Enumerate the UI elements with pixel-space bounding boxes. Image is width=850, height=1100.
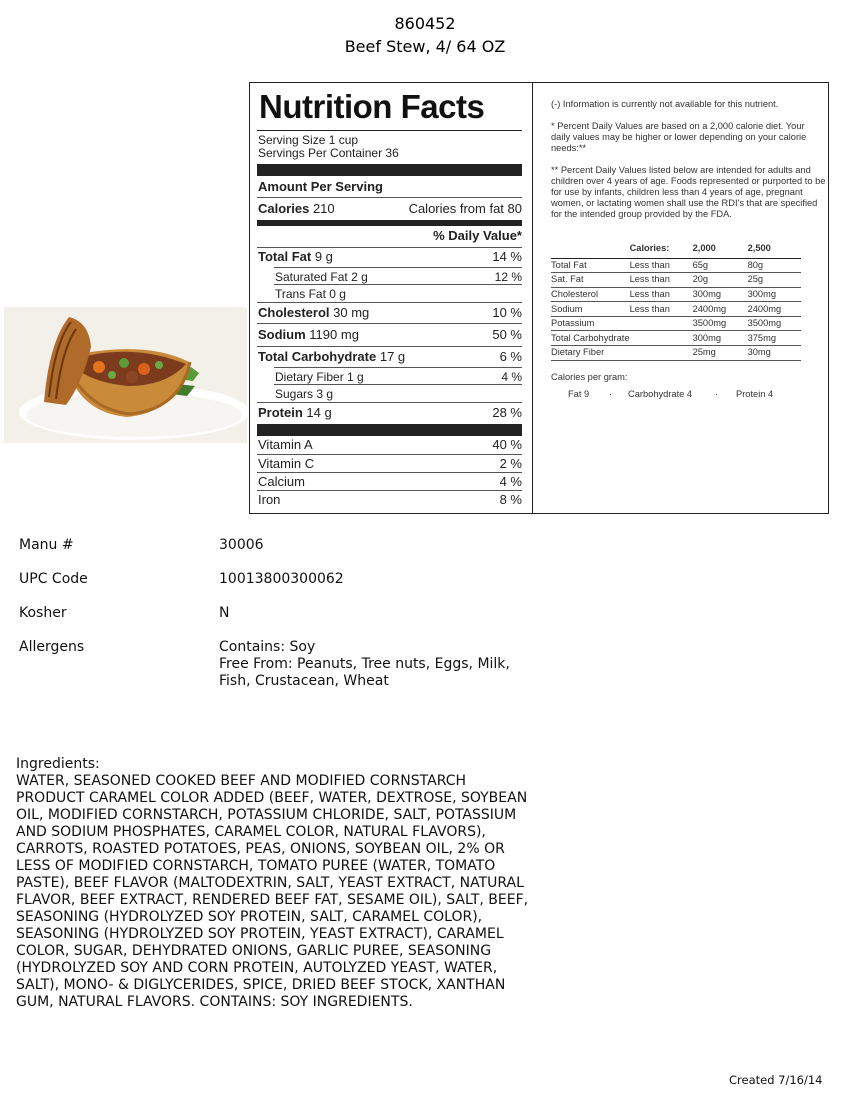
table-header: 2,000 [693, 240, 748, 258]
nutrient-row: Sodium 1190 mg 50 % [258, 327, 522, 342]
allergens-contains: Contains: Soy [219, 639, 316, 655]
cpg-carbohydrate: Carbohydrate 4 [628, 389, 693, 399]
info-label-kosher: Kosher [19, 605, 67, 621]
table-row: Cholesterol Less than 300mg 300mg [551, 287, 801, 302]
info-label-allergens: Allergens [19, 639, 85, 655]
info-label-manu: Manu # [19, 537, 74, 553]
product-code: 860452 [394, 14, 456, 33]
daily-value-header: % Daily Value* [433, 228, 522, 243]
nutrient-row: Protein 14 g 28 % [258, 405, 522, 420]
nutrient-row: Dietary Fiber 1 g 4 % [275, 370, 522, 384]
allergens-free-from-cont: Fish, Crustacean, Wheat [219, 673, 389, 689]
thick-rule [257, 424, 522, 436]
table-row: Dietary Fiber 25mg 30mg [551, 346, 801, 361]
thick-rule [257, 164, 522, 176]
ingredients-text: WATER, SEASONED COOKED BEEF AND MODIFIED CORNSTARCH PRODUCT CARAMEL COLOR ADDED (BEEF, WATER, DEXTROSE, SOYBEAN OIL, MODIFIED CORNSTARCH, POTASSIUM CHLORIDE, SALT, POTASSIUM AND SODIUM PHOSPHATES, CARAMEL COLOR, NATURAL FLAVORS), CARROTS, ROASTED POTATOES, PEAS, ONIONS, SOYBEAN OIL, 2% OR LESS OF MODIFIED CORNSTARCH, TOMATO PUREE (WATER, TOMATO PASTE), BEEF FLAVOR (MALTODEXTRIN, SALT, YEAST EXTRACT, NATURAL FLAVOR, BEEF EXTRACT, RENDERED BEEF FAT, SESAME OIL), SALT, BEEF, SEASONING (HYDROLYZED SOY PROTEIN, SALT, CARAMEL COLOR), SEASONING (HYDROLYZED SOY PROTEIN, YEAST EXTRACT), CARAMEL COLOR, SUGAR, DEHYDRATED ONIONS, GARLIC PUREE, SEASONING (HYDROLYZED SOY AND CORN PROTEIN, AUTOLYZED YEAST, WATER, SALT), MONO- & DIGLYCERIDES, SPICE, DRIED BEEF STOCK, XANTHAN GUM, NATURAL FLAVORS. CONTAINS: SOY INGREDIENTS. [16, 773, 529, 1010]
rule [257, 247, 522, 248]
vitamin-row: Calcium 4 % [258, 474, 522, 489]
table-row: Sodium Less than 2400mg 2400mg [551, 302, 801, 317]
vitamin-row: Iron 8 % [258, 492, 522, 507]
allergens-free-from: Free From: Peanuts, Tree nuts, Eggs, Milk, [219, 656, 510, 672]
rule [274, 367, 522, 368]
calories-per-gram-title: Calories per gram: [551, 372, 628, 382]
ingredients-title: Ingredients: [16, 756, 100, 772]
rule [257, 302, 522, 303]
nutrition-panel [249, 82, 829, 514]
rule [257, 490, 522, 491]
rule [257, 197, 522, 198]
nutrition-facts-title: Nutrition Facts [259, 88, 485, 125]
table-row: Total Fat Less than 65g 80g [551, 258, 801, 273]
nutrient-row: Sugars 3 g [275, 387, 334, 401]
info-value-allergens [219, 639, 510, 690]
nutrient-row: Cholesterol 30 mg 10 % [258, 305, 522, 320]
table-row: Sat. Fat Less than 20g 25g [551, 273, 801, 288]
rule [257, 402, 522, 403]
rule [274, 267, 522, 268]
table-header: 2,500 [748, 240, 801, 258]
created-date: Created 7/16/14 [729, 1073, 823, 1087]
info-value-upc: 10013800300062 [219, 571, 344, 587]
vitamin-row: Vitamin C 2 % [258, 456, 522, 471]
table-row: Total Carbohydrate 300mg 375mg [551, 331, 801, 346]
cpg-separator: · [715, 389, 719, 399]
cpg-separator: · [609, 389, 613, 399]
nutrient-row: Total Fat 9 g 14 % [258, 249, 522, 264]
calories-row: Calories 210 Calories from fat 80 [258, 201, 522, 216]
cpg-protein: Protein 4 [736, 389, 774, 399]
rule [257, 323, 522, 324]
daily-values-table [551, 240, 801, 361]
nutrition-facts-label [250, 83, 533, 513]
rule [257, 346, 522, 347]
nutrient-row: Saturated Fat 2 g 12 % [275, 270, 522, 284]
medium-rule [257, 220, 522, 226]
table-header: Calories: [630, 240, 693, 258]
amount-per-serving: Amount Per Serving [258, 179, 383, 194]
rule [274, 384, 522, 385]
info-value-kosher: N [219, 605, 230, 621]
nutrient-row: Total Carbohydrate 17 g 6 % [258, 349, 522, 364]
info-label-upc: UPC Code [19, 571, 88, 587]
note-intended-for: ** Percent Daily Values listed below are intended for adults and children over 4 years of age. Foods represented or purported to be for use by infants, children less than 4 years of age, pregnant women, or lactating women shall use the RDI's that are specified for the intended group provided by the FDA. [551, 165, 826, 219]
note-unavailable: (-) Information is currently not available for this nutrient. [551, 99, 779, 109]
serving-size: Serving Size 1 cup [258, 133, 359, 147]
product-name: Beef Stew, 4/ 64 OZ [344, 37, 506, 56]
product-photo [4, 307, 247, 443]
rule [257, 454, 522, 455]
rule [274, 284, 522, 285]
vitamin-row: Vitamin A 40 % [258, 437, 522, 452]
table-row: Potassium 3500mg 3500mg [551, 316, 801, 331]
table-header [551, 240, 630, 258]
servings-per-container: Servings Per Container 36 [258, 146, 399, 160]
rule [257, 472, 522, 473]
info-value-manu: 30006 [219, 537, 264, 553]
nutrient-row: Trans Fat 0 g [275, 287, 346, 301]
cpg-fat: Fat 9 [568, 389, 590, 399]
rule [257, 130, 522, 131]
table-header-row [551, 240, 801, 258]
note-daily-values: * Percent Daily Values are based on a 2,000 calorie diet. Your daily values may be higher or lower depending on your calorie needs:** [551, 121, 807, 153]
